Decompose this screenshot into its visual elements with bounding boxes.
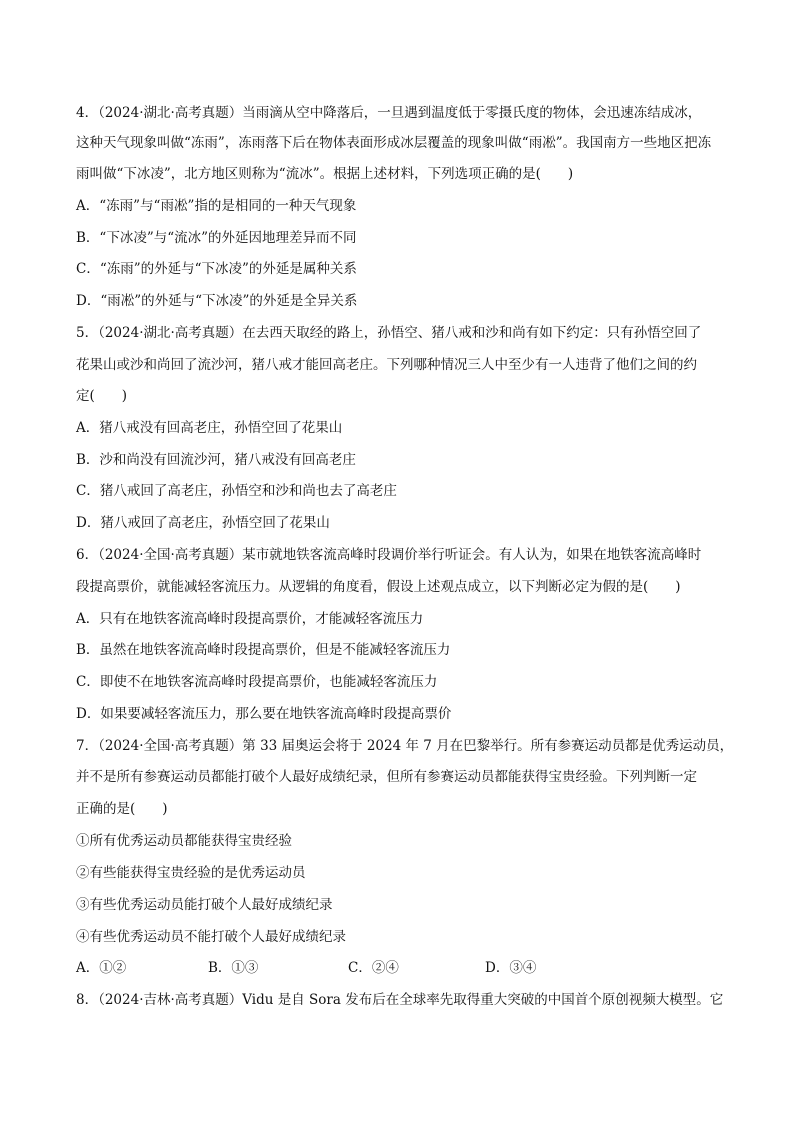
- q7-statement-4: ④有些优秀运动员不能打破个人最好成绩纪录: [76, 929, 346, 945]
- q5-option-b: B．沙和尚没有回流沙河，猪八戒没有回高老庄: [76, 452, 356, 468]
- q7-choice-c: C．②④: [348, 960, 399, 976]
- q4-option-a: A．“冻雨”与“雨凇”指的是相同的一种天气现象: [76, 198, 357, 214]
- q5-option-a: A．猪八戒没有回高老庄，孙悟空回了花果山: [76, 420, 343, 436]
- q7-statement-1: ①所有优秀运动员都能获得宝贵经验: [76, 833, 292, 849]
- q7-stem-line: 7．（2024·全国·高考真题）第 33 届奥运会将于 2024 年 7 月在巴黎举行。所有参赛运动员都是优秀运动员，: [76, 738, 734, 754]
- q6-stem-line: 段提高票价，就能减轻客流压力。从逻辑的角度看，假设上述观点成立，以下判断必定为假的是( ): [76, 579, 681, 595]
- q5-option-c: C．猪八戒回了高老庄，孙悟空和沙和尚也去了高老庄: [76, 483, 397, 499]
- q5-option-d: D．猪八戒回了高老庄，孙悟空回了花果山: [76, 515, 330, 531]
- q6-option-d: D．如果要减轻客流压力，那么要在地铁客流高峰时段提高票价: [76, 706, 452, 722]
- q4-option-c: C．“冻雨”的外延与“下冰凌”的外延是属种关系: [76, 261, 357, 277]
- q6-option-a: A．只有在地铁客流高峰时段提高票价，才能减轻客流压力: [76, 611, 424, 627]
- q4-stem-line: 这种天气现象叫做“冻雨”，冻雨落下后在物体表面形成冰层覆盖的现象叫做“雨凇”。我国南方一些地区把冻: [76, 135, 712, 151]
- q7-choice-d: D．③④: [485, 960, 537, 976]
- q4-stem-line: 4．（2024·湖北·高考真题）当雨滴从空中降落后，一旦遇到温度低于零摄氏度的物体，会迅速冻结成冰，: [76, 105, 702, 121]
- q4-option-d: D．“雨凇”的外延与“下冰凌”的外延是全异关系: [76, 293, 358, 309]
- q5-stem-line: 5．（2024·湖北·高考真题）在去西天取经的路上，孙悟空、猪八戒和沙和尚有如下约定：只有孙悟空回了: [76, 325, 702, 341]
- q6-option-b: B．虽然在地铁客流高峰时段提高票价，但是不能减轻客流压力: [76, 642, 451, 658]
- q5-stem-line: 定( ): [76, 388, 128, 404]
- q7-statement-3: ③有些优秀运动员能打破个人最好成绩纪录: [76, 897, 333, 913]
- q6-option-c: C．即使不在地铁客流高峰时段提高票价，也能减轻客流压力: [76, 674, 438, 690]
- q4-stem-line: 雨叫做“下冰凌”，北方地区则称为“流冰”。根据上述材料，下列选项正确的是( ): [76, 166, 574, 182]
- q5-stem-line: 花果山或沙和尚回了流沙河，猪八戒才能回高老庄。下列哪种情况三人中至少有一人违背了他们之间的约: [76, 357, 697, 373]
- q7-choice-b: B．①③: [208, 960, 259, 976]
- q7-stem-line: 正确的是( ): [76, 801, 168, 817]
- q7-choice-a: A．①②: [76, 960, 127, 976]
- q6-stem-line: 6．（2024·全国·高考真题）某市就地铁客流高峰时段调价举行听证会。有人认为，如果在地铁客流高峰时: [76, 547, 702, 563]
- q8-stem-line: 8．（2024·吉林·高考真题）Vidu 是自 Sora 发布后在全球率先取得重大突破的中国首个原创视频大模型。它: [76, 992, 724, 1008]
- q4-option-b: B．“下冰凌”与“流冰”的外延因地理差异而不同: [76, 230, 357, 246]
- q7-choices-row: [76, 959, 716, 977]
- q7-statement-2: ②有些能获得宝贵经验的是优秀运动员: [76, 865, 306, 881]
- q7-stem-line: 并不是所有参赛运动员都能打破个人最好成绩纪录，但所有参赛运动员都能获得宝贵经验。下列判断一定: [76, 769, 697, 785]
